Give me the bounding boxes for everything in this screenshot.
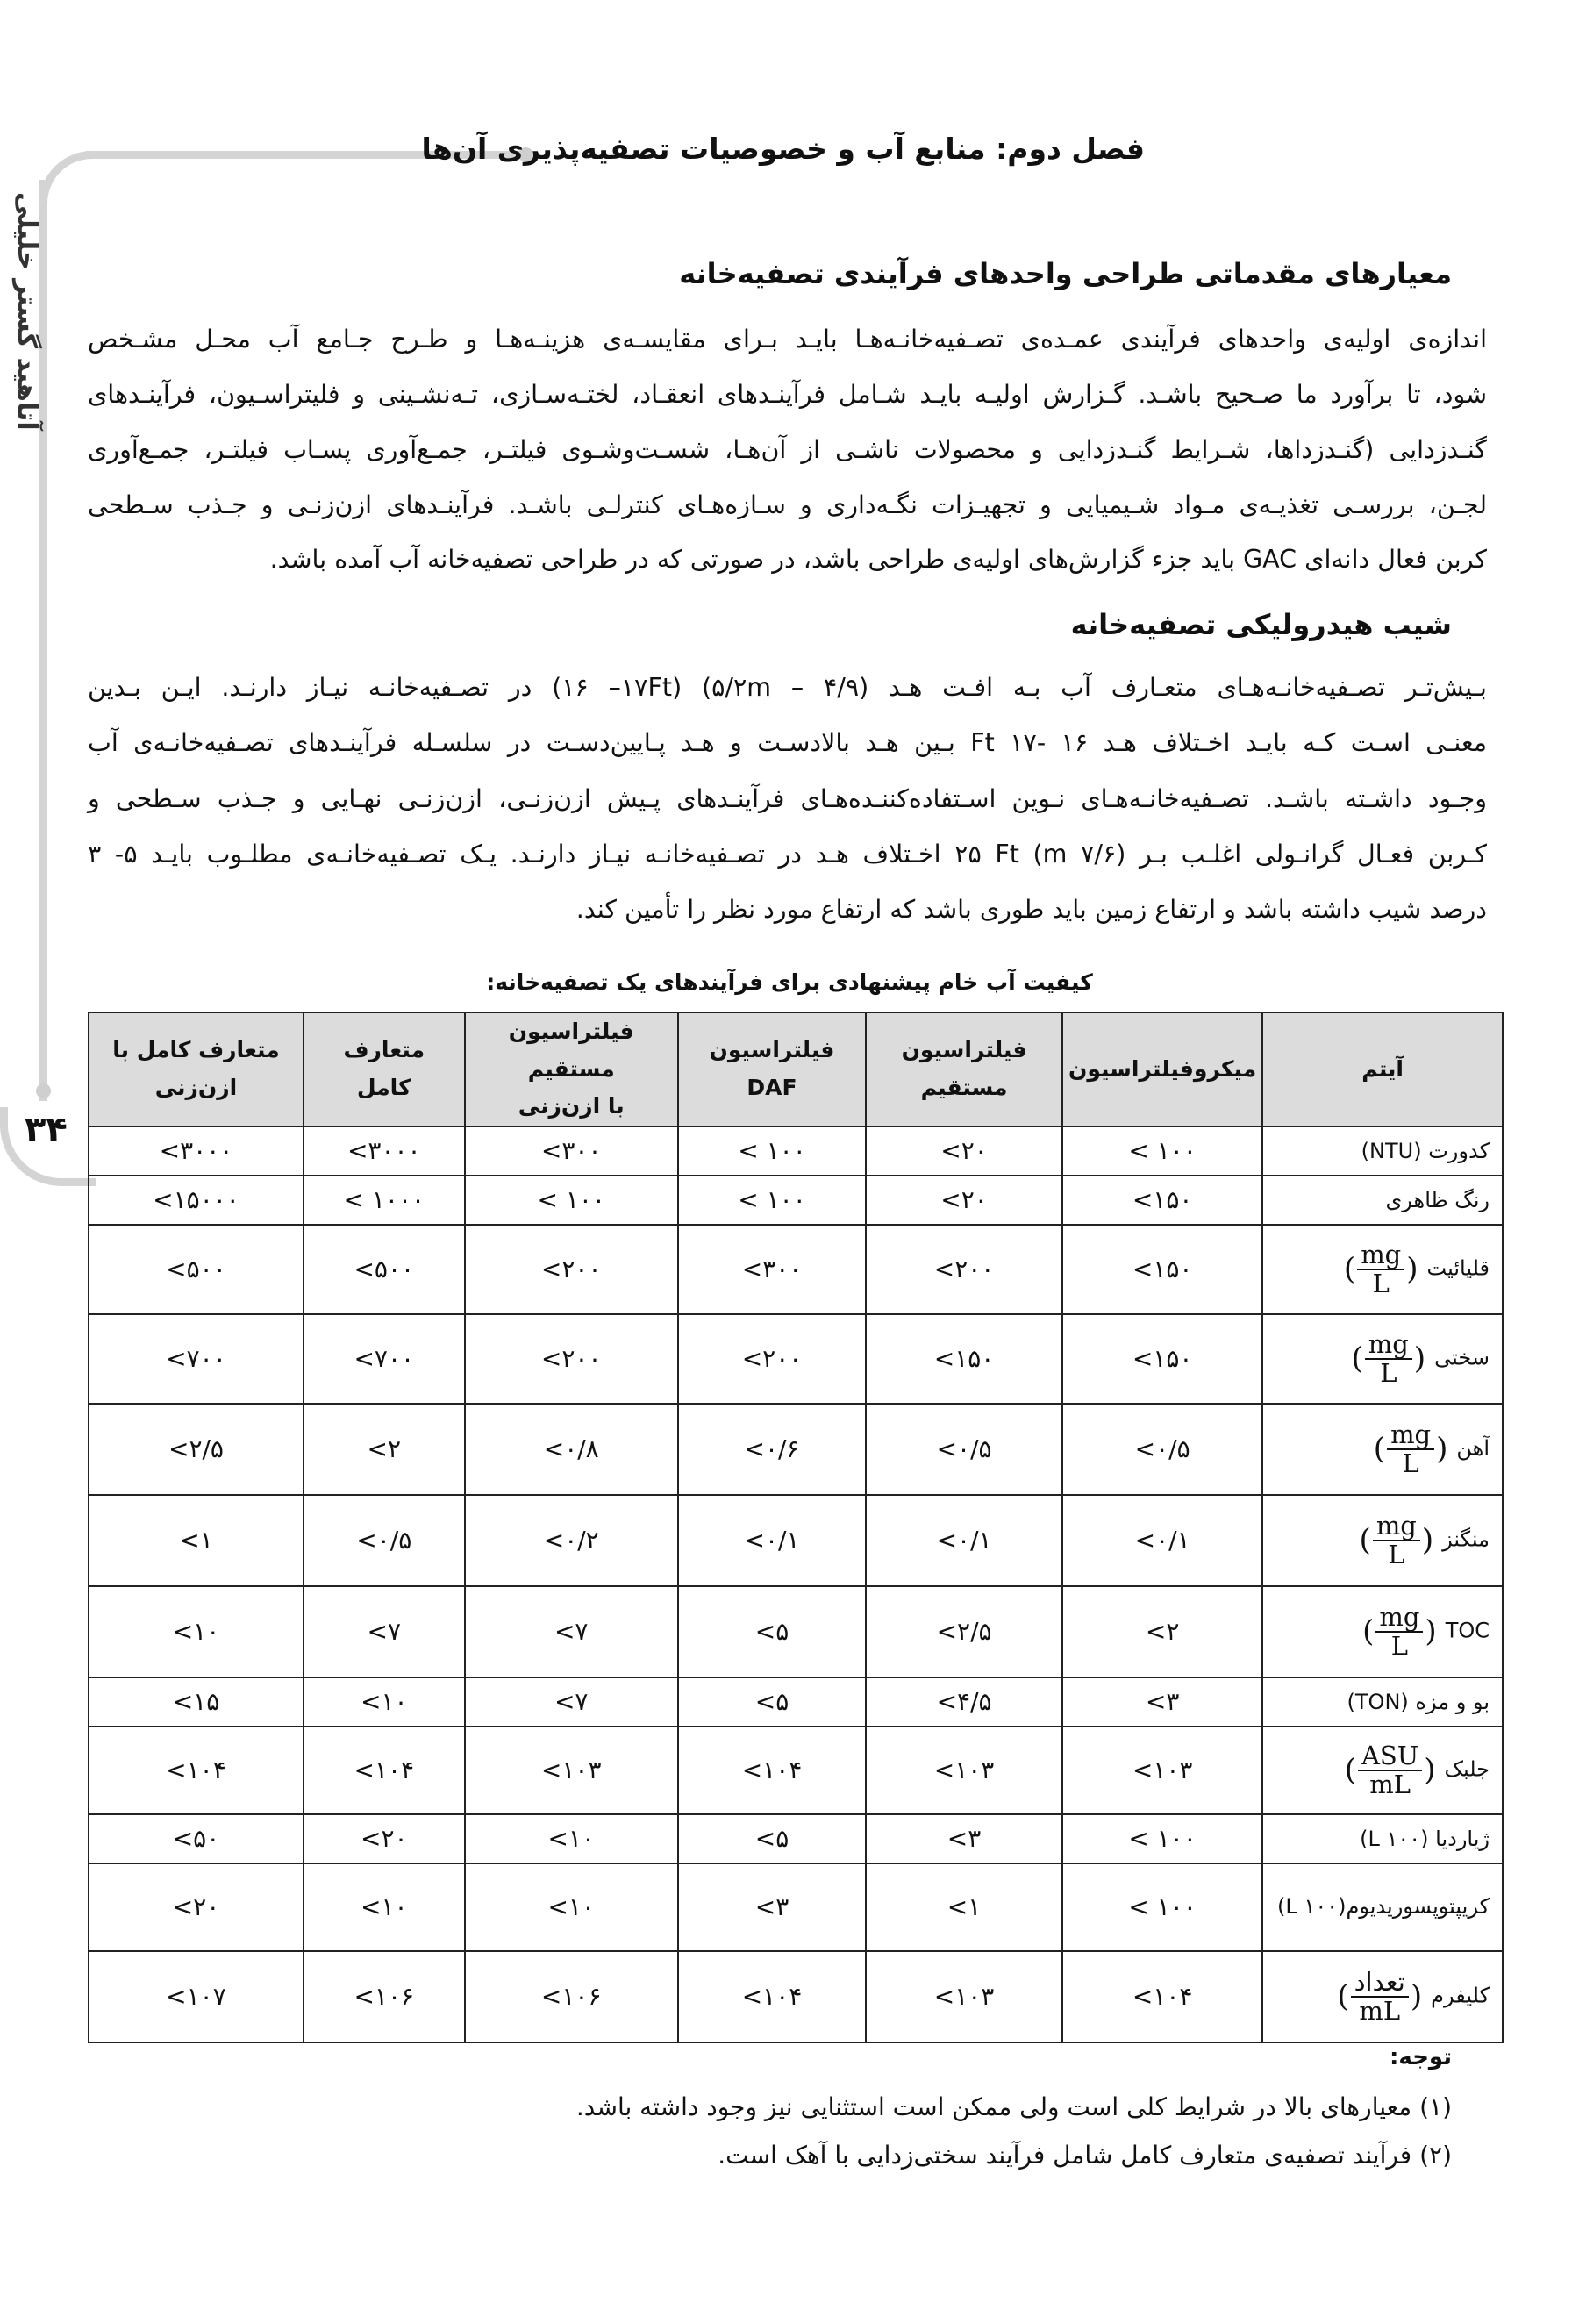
unit-denominator: L bbox=[1380, 1357, 1397, 1388]
table-cell: ۰/۱> bbox=[1062, 1495, 1262, 1586]
table-cell: ۷۰۰> bbox=[89, 1314, 304, 1404]
row-item-text: قلیائیت bbox=[1426, 1255, 1490, 1281]
unit-denominator: L bbox=[1390, 1630, 1409, 1661]
table-cell: ۱۰۰۰ > bbox=[304, 1176, 465, 1225]
row-item-label bbox=[1262, 1314, 1503, 1404]
table-cell: ۱> bbox=[866, 1863, 1062, 1951]
table-row bbox=[89, 1677, 1503, 1727]
table-row bbox=[89, 1314, 1503, 1404]
side-brand: آتاهید گستر خلیلی bbox=[11, 192, 42, 431]
table-cell: ۱۵> bbox=[89, 1677, 304, 1727]
table-cell: ۲۰> bbox=[866, 1176, 1062, 1225]
table-cell: ۲/۵> bbox=[866, 1586, 1062, 1677]
table-cell: ۰/۵> bbox=[304, 1495, 465, 1586]
row-item-label bbox=[1262, 1495, 1503, 1586]
table-row bbox=[89, 1495, 1503, 1586]
table-cell: ۵> bbox=[678, 1814, 866, 1863]
table-cell: ۱۵۰> bbox=[866, 1314, 1062, 1404]
row-item-label bbox=[1262, 1176, 1503, 1225]
row-item-text: منگنز bbox=[1442, 1527, 1490, 1552]
table-cell: ۷۰۰> bbox=[304, 1314, 465, 1404]
unit-denominator: mL bbox=[1369, 1769, 1411, 1799]
unit-numerator: mg bbox=[1375, 1604, 1423, 1632]
row-item-text: ژیاردیا (۱۰۰ L) bbox=[1360, 1826, 1490, 1851]
row-item-label bbox=[1262, 1727, 1503, 1814]
table-cell: ۲/۵> bbox=[89, 1404, 304, 1495]
table-cell: ۰/۲> bbox=[465, 1495, 678, 1586]
row-item-label bbox=[1262, 1404, 1503, 1495]
table-cell: ۱۰> bbox=[465, 1814, 678, 1863]
header-item: آیتم bbox=[1262, 1012, 1503, 1126]
paragraph-line: کربن فعال دانه‌ای GAC باید جزء گزارش‌های اولیه‌ی طراحی باشد، در صورتی که در طراحی تصفیه‌خانه آب آمده باشد. bbox=[269, 545, 1487, 574]
table-row bbox=[89, 1814, 1503, 1863]
page-number: ۳۴ bbox=[25, 1110, 68, 1150]
table-caption: کیفیت آب خام پیشنهادی برای فرآیندهای یک تصفیه‌خانه: bbox=[486, 969, 1093, 995]
unit-fraction: ( $\frac{mg}{L}$ ) bbox=[1351, 1329, 1426, 1388]
table-header-row bbox=[89, 1012, 1503, 1126]
header-conventional-ozone: متعارف کامل با ازن‌زنی bbox=[89, 1012, 304, 1126]
unit-fraction: ( $\frac{\text{تعداد}}{mL}$ ) bbox=[1337, 1967, 1423, 2026]
table-cell: ۲۰> bbox=[866, 1126, 1062, 1176]
table-row bbox=[89, 1727, 1503, 1814]
header-microfiltration: میکروفیلتراسیون bbox=[1062, 1012, 1262, 1126]
table-cell: ۱۰۰ > bbox=[1062, 1863, 1262, 1951]
table-cell: ۳> bbox=[678, 1863, 866, 1951]
row-item-text: TOC bbox=[1445, 1618, 1490, 1643]
row-item-text: کدورت (NTU) bbox=[1361, 1138, 1490, 1163]
table-cell: ۷> bbox=[304, 1586, 465, 1677]
table-row bbox=[89, 1225, 1503, 1314]
unit-denominator: L bbox=[1388, 1539, 1405, 1570]
table-cell: ۱۰۰ > bbox=[678, 1126, 866, 1176]
table-cell: ۰/۱> bbox=[678, 1495, 866, 1586]
unit-denominator: L bbox=[1372, 1268, 1390, 1298]
table-cell: ۱۰۳> bbox=[866, 1727, 1062, 1814]
notes-title: توجه: bbox=[1390, 2044, 1452, 2070]
row-item-label bbox=[1262, 1814, 1503, 1863]
note-item: (۲) فرآیند تصفیه‌ی متعارف کامل شامل فرآیند سختی‌زدایی با آهک است. bbox=[718, 2141, 1452, 2170]
table-cell: ۱۰۳> bbox=[866, 1951, 1062, 2042]
table-cell: ۳۰۰> bbox=[465, 1126, 678, 1176]
table-row bbox=[89, 1951, 1503, 2042]
section-heading-hydraulic-gradient: شیب هیدرولیکی تصفیه‌خانه bbox=[1070, 608, 1452, 641]
table-cell: ۱۵۰> bbox=[1062, 1225, 1262, 1314]
table-cell: ۱۰۴> bbox=[1062, 1951, 1262, 2042]
row-item-text: بو و مزه (TON) bbox=[1347, 1689, 1490, 1714]
table-cell: ۲۰> bbox=[89, 1863, 304, 1951]
table-cell: ۳۰۰۰> bbox=[304, 1126, 465, 1176]
unit-fraction: ( $\frac{mg}{L}$ ) bbox=[1343, 1240, 1418, 1298]
table-cell: ۱۰۷> bbox=[89, 1951, 304, 2042]
table-cell: ۴/۵> bbox=[866, 1677, 1062, 1727]
table-row bbox=[89, 1126, 1503, 1176]
row-item-text: کلیفرم bbox=[1431, 1983, 1490, 2008]
paragraph-line: بـیش‌تـر تصـفیه‌خانـه‌هـای متعـارف آب بـه افـت هـد (۴/۹ – ۵/۲m) (۱۶ –۱۷Ft) در تصـفیه‌خانـه نیـاز دارنـد. ایـن بـدین bbox=[88, 673, 1487, 702]
table-row bbox=[89, 1863, 1503, 1951]
table-cell: ۱۰۰ > bbox=[678, 1176, 866, 1225]
table-cell: ۲۰۰> bbox=[465, 1314, 678, 1404]
row-item-label bbox=[1262, 1586, 1503, 1677]
table-cell: ۰/۸> bbox=[465, 1404, 678, 1495]
table-cell: ۱۰۰ > bbox=[1062, 1814, 1262, 1863]
table-cell: ۱> bbox=[89, 1495, 304, 1586]
table-cell: ۲> bbox=[304, 1404, 465, 1495]
table-row bbox=[89, 1586, 1503, 1677]
table-cell: ۱۵۰> bbox=[1062, 1176, 1262, 1225]
paragraph-line: درصد شیب داشته باشد و ارتفاع زمین باید طوری باشد که ارتفاع مورد نظر را تأمین کند. bbox=[575, 895, 1487, 924]
table-cell: ۰/۵> bbox=[1062, 1404, 1262, 1495]
header-direct-filtration: فیلتراسیون مستقیم bbox=[866, 1012, 1062, 1126]
table-cell: ۲۰۰> bbox=[465, 1225, 678, 1314]
table-cell: ۱۰۶> bbox=[465, 1951, 678, 2042]
row-item-label bbox=[1262, 1677, 1503, 1727]
row-item-label bbox=[1262, 1225, 1503, 1314]
table-cell: ۱۰> bbox=[465, 1863, 678, 1951]
table-cell: ۱۰۰ > bbox=[1062, 1126, 1262, 1176]
table-cell: ۱۵۰۰۰> bbox=[89, 1176, 304, 1225]
table-cell: ۷> bbox=[465, 1677, 678, 1727]
table-row bbox=[89, 1404, 1503, 1495]
paragraph-line: گنـدزدایی (گنـدزداها، شـرایط گنـدزدایی و محصولات ناشـی از آن‌هـا، شسـت‌وشـوی فیلتـر، جمـع‌آوری پسـاب فیلتـر، جمـع‌آوری bbox=[88, 435, 1487, 464]
frame-dot-side bbox=[36, 1083, 51, 1098]
unit-fraction: ( $\frac{mg}{L}$ ) bbox=[1373, 1419, 1448, 1478]
table-cell: ۱۵۰> bbox=[1062, 1314, 1262, 1404]
paragraph-line: وجـود داشـته باشـد. تصـفیه‌خانـه‌هـای نـوین اسـتفاده‌کننـده‌هـای فرآینـدهای پـیش ازن‌زنـی، ازن‌زنـی نهـایی و جـذب سـطحی و bbox=[88, 784, 1487, 813]
unit-denominator: L bbox=[1402, 1448, 1419, 1478]
table-cell: ۱۰۴> bbox=[304, 1727, 465, 1814]
unit-fraction: ( $\frac{mg}{L}$ ) bbox=[1359, 1511, 1434, 1570]
row-item-text: کریپتوپسوریدیوم(۱۰۰ L) bbox=[1277, 1893, 1490, 1919]
unit-denominator: mL bbox=[1359, 1995, 1401, 2026]
table-cell: ۷> bbox=[465, 1586, 678, 1677]
table-cell: ۳> bbox=[866, 1814, 1062, 1863]
paragraph-line: اندازه‌ی اولیه‌ی واحدهای فرآیندی عمـده‌ی تصـفیه‌خانـه‌هـا بایـد بـرای مقایسـه‌ی هزینـه‌هـا و طـرح جـامع آب محـل مشـخص bbox=[88, 325, 1487, 354]
table-cell: ۱۰> bbox=[89, 1586, 304, 1677]
table-cell: ۱۰۴> bbox=[678, 1951, 866, 2042]
table-cell: ۰/۵> bbox=[866, 1404, 1062, 1495]
row-item-text: سختی bbox=[1434, 1345, 1490, 1370]
paragraph-line: معنـی اسـت کـه بایـد اخـتلاف هـد ۱۶ -۱۷ Ft بـین هـد بالادسـت و هـد پـایین‌دسـت در سلسـله فرآینـدهای تصـفیه‌خانـه‌ی آب bbox=[88, 728, 1488, 757]
table-cell: ۱۰۰ > bbox=[465, 1176, 678, 1225]
table-cell: ۲۰۰> bbox=[866, 1225, 1062, 1314]
unit-numerator: تعداد bbox=[1351, 1969, 1409, 1997]
row-item-text: رنگ ظاهری bbox=[1385, 1187, 1490, 1212]
unit-numerator: mg bbox=[1387, 1421, 1434, 1449]
table-cell: ۰/۱> bbox=[866, 1495, 1062, 1586]
table-cell: ۳> bbox=[1062, 1677, 1262, 1727]
row-item-label bbox=[1262, 1951, 1503, 2042]
note-item: (۱) معیارهای بالا در شرایط کلی است ولی ممکن است استثنایی نیز وجود داشته باشد. bbox=[575, 2092, 1452, 2121]
unit-numerator: mg bbox=[1365, 1331, 1412, 1359]
table-cell: ۳۰۰> bbox=[678, 1225, 866, 1314]
header-direct-filtration-ozone: فیلتراسیون مستقیم با ازن‌زنی bbox=[465, 1012, 678, 1126]
table-cell: ۵۰۰> bbox=[89, 1225, 304, 1314]
table-cell: ۱۰> bbox=[304, 1677, 465, 1727]
row-item-text: آهن bbox=[1456, 1435, 1490, 1461]
raw-water-quality-table bbox=[88, 1012, 1504, 2043]
row-item-text: جلبک bbox=[1444, 1756, 1490, 1782]
paragraph-line: شود، تا برآورد ما صـحیح باشـد. گـزارش اولیـه بایـد شـامل فرآینـدهای انعقـاد، لختـه‌سـازی، تـه‌نشـینی و فلیتراسـیون، فرآینـدهای bbox=[88, 380, 1487, 409]
chapter-title: فصل دوم: منابع آب و خصوصیات تصفیه‌پذیری آن‌ها bbox=[421, 132, 1145, 166]
unit-fraction: ( $\frac{mg}{L}$ ) bbox=[1362, 1602, 1437, 1661]
table-cell: ۵۰> bbox=[89, 1814, 304, 1863]
unit-fraction: ( $\frac{\text{ASU}}{mL}$ ) bbox=[1344, 1741, 1436, 1799]
unit-numerator: mg bbox=[1357, 1241, 1404, 1269]
table-cell: ۱۰۳> bbox=[1062, 1727, 1262, 1814]
table-cell: ۱۰۳> bbox=[465, 1727, 678, 1814]
table-cell: ۲۰> bbox=[304, 1814, 465, 1863]
row-item-label bbox=[1262, 1863, 1503, 1951]
table-cell: ۲۰۰> bbox=[678, 1314, 866, 1404]
page-frame-corner bbox=[39, 151, 110, 221]
table-cell: ۱۰۴> bbox=[89, 1727, 304, 1814]
table-cell: ۳۰۰۰> bbox=[89, 1126, 304, 1176]
table-cell: ۱۰> bbox=[304, 1863, 465, 1951]
unit-numerator: ASU bbox=[1358, 1742, 1422, 1770]
section-heading-design-criteria: معیارهای مقدماتی طراحی واحدهای فرآیندی تصفیه‌خانه bbox=[679, 257, 1452, 290]
row-item-label bbox=[1262, 1126, 1503, 1176]
table-cell: ۵> bbox=[678, 1586, 866, 1677]
paragraph-line: کـربن فعـال گرانـولی اغلـب بـر (۷/۶ m) ۲۵ Ft اخـتلاف هـد در تصـفیه‌خانـه نیـاز دارنـد. یـک تصـفیه‌خانـه‌ی مطلـوب بایـد ۵- ۳ bbox=[88, 840, 1488, 869]
table-cell: ۵۰۰> bbox=[304, 1225, 465, 1314]
header-daf-filtration: فیلتراسیون DAF bbox=[678, 1012, 866, 1126]
table-cell: ۱۰۶> bbox=[304, 1951, 465, 2042]
table-cell: ۱۰۴> bbox=[678, 1727, 866, 1814]
table-cell: ۲> bbox=[1062, 1586, 1262, 1677]
table-cell: ۵> bbox=[678, 1677, 866, 1727]
paragraph-line: لجـن، بررسـی تغذیـه‌ی مـواد شـیمیایی و تجهیـزات نگـه‌داری و سـازه‌هـای کنترلـی باشـد. فرآینـدهای ازن‌زنـی و جـذب سـطحی bbox=[88, 490, 1487, 519]
table-row bbox=[89, 1176, 1503, 1225]
header-conventional: متعارف کامل bbox=[304, 1012, 465, 1126]
unit-numerator: mg bbox=[1373, 1512, 1420, 1541]
table-cell: ۰/۶> bbox=[678, 1404, 866, 1495]
